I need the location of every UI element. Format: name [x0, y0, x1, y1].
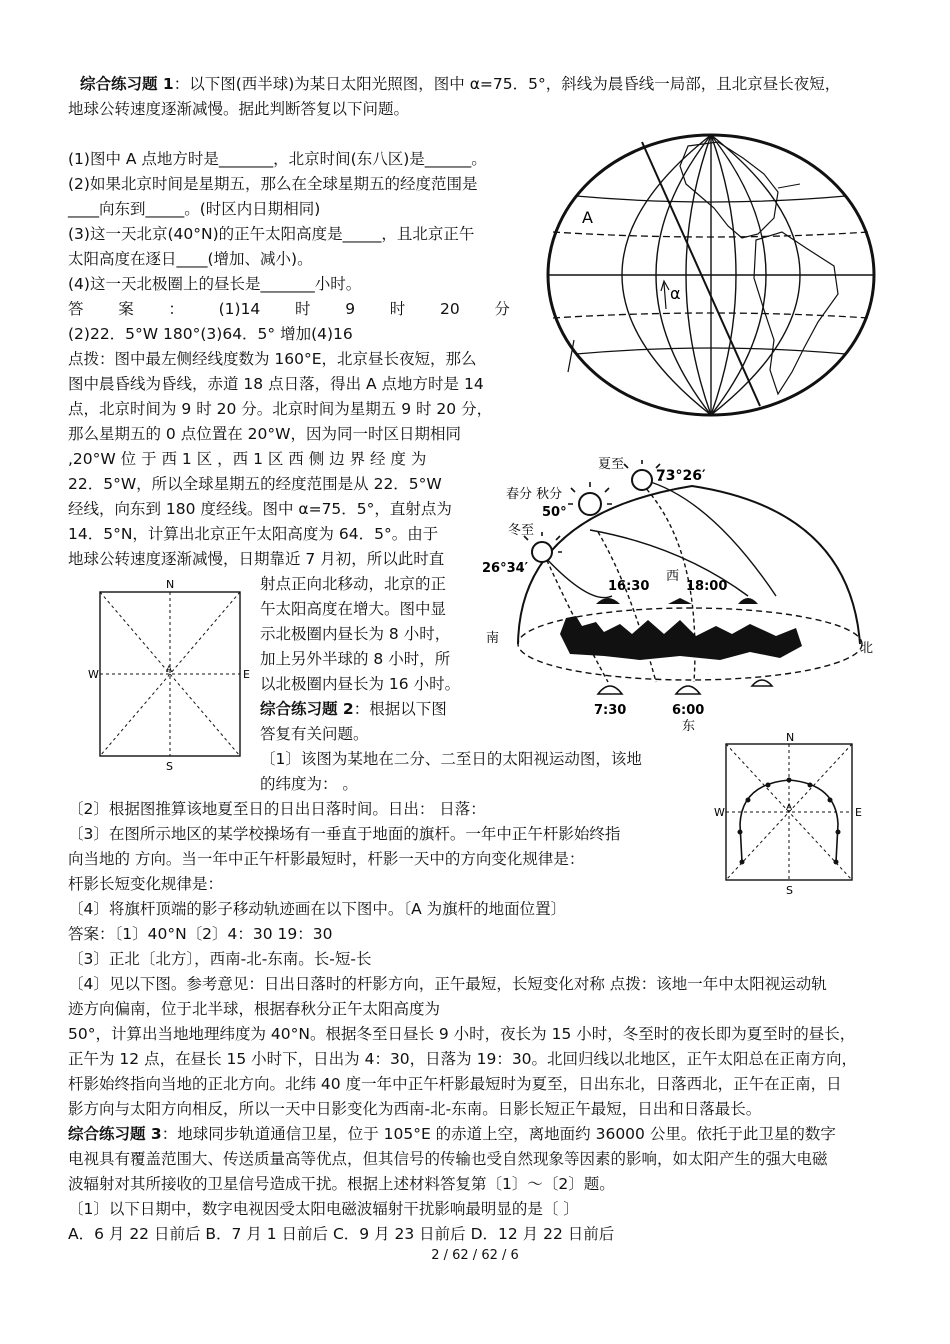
label-summer: 夏至 [598, 457, 625, 472]
compass-e: E [243, 668, 250, 681]
compass-w: W [88, 668, 99, 681]
ex1-tip-cont: 午太阳高度在增大。图中显 [260, 600, 447, 618]
ex1-answer-line2: (2)22．5°W 180°(3)64．5° 增加(4)16 [68, 325, 353, 343]
ex1-q3b: 太阳高度在逐日____(增加、减小)。 [68, 250, 313, 268]
compass-w: W [714, 806, 725, 819]
ex2-q4: 〔4〕将旗杆顶端的影子移动轨迹画在以下图中。〔A 为旗杆的地面位置〕 [68, 900, 567, 918]
ex1-q1: (1)图中 A 点地方时是_______，北京时间(东八区)是______。 [68, 150, 487, 168]
ex3-options: A．6 月 22 日前后 B．7 月 1 日前后 C．9 月 23 日前后 D．12 月 22 日前后 [68, 1225, 615, 1243]
ex1-tip-line: 点拨：图中最左侧经线度数为 160°E，北京昼长夜短，那么 [68, 350, 477, 368]
label-0730: 7:30 [594, 703, 627, 718]
point-a-label: A [582, 208, 593, 227]
ex1-tip-line: 经线，向东到 180 度经线。图中 α=75．5°，直射点为 [68, 500, 452, 518]
ex2-intro-line1: 综合练习题 2：根据以下图 [260, 700, 447, 718]
label-east: 东 [682, 719, 696, 734]
ex2-exp3: 杆影始终指向当地的正北方向。北纬 40 度一年中正午杆影最短时为夏至，日出东北，日落西北，正午在正南，日 [68, 1075, 842, 1093]
compass-a: A [166, 665, 173, 675]
page-footer: 2 / 62 / 62 / 6 [431, 1248, 519, 1263]
ex1-tip-line: 那么星期五的 0 点位置在 20°W，因为同一时区日期相同 [68, 425, 461, 443]
label-summer-angle: 73°26′ [656, 468, 706, 484]
ex3-intro-line3: 波辐射对其所接收的卫星信号造成干扰。根据上述材料答复第〔1〕～〔2〕题。 [68, 1175, 615, 1193]
sun-summer-icon [632, 470, 652, 490]
compass-s: S [166, 760, 173, 773]
ex1-intro-line1: 综合练习题 1：以下图(西半球)为某日太阳光照图，图中 α=75．5°，斜线为晨昏线一局部，且北京昼长夜短， [80, 75, 841, 93]
dial-icon [668, 598, 692, 604]
ex1-tip-cont: 以北极圈内昼长为 16 小时。 [260, 675, 461, 693]
label-winter-angle: 26°34′ [482, 561, 529, 576]
label-south: 南 [486, 631, 500, 646]
globe-figure [538, 126, 884, 422]
ex2-exp2: 正午为 12 点，在昼长 15 小时下，日出为 4：30，日落为 19：30。北回归线以北地区，正午太阳总在正南方向， [68, 1050, 858, 1068]
ex2-ans4a: 〔4〕见以下图。参考意见：日出日落时的杆影方向，正午最短，长短变化对称 点拨：该地一年中太阳视运动轨 [68, 975, 827, 993]
ex1-q2b: ____向东到_____。(时区内日期相同) [68, 200, 321, 218]
town-silhouette [560, 616, 802, 660]
ex2-q2: 〔2〕根据图推算该地夏至日的日出日落时间。日出： 日落： [68, 800, 486, 818]
ex1-tip-line: ,20°W 位 于 西 1 区 ，西 1 区 西 侧 边 界 经 度 为 [68, 450, 427, 468]
ex2-q3b: 向当地的 方向。当一年中正午杆影最短时，杆影一天中的方向变化规律是： [68, 850, 585, 868]
compass-s: S [786, 884, 793, 897]
ex1-q3a: (3)这一天北京(40°N)的正午太阳高度是_____，且北京正午 [68, 225, 475, 243]
label-equinox: 春分 秋分 [506, 487, 563, 502]
ex1-tip-line: 14．5°N，计算出北京正午太阳高度为 64．5°。由于 [68, 525, 439, 543]
ex1-tip-line: 地球公转速度逐渐减慢，日期靠近 7 月初，所以此时直 [68, 550, 445, 568]
ex1-q4: (4)这一天北极圈上的昼长是_______小时。 [68, 275, 362, 293]
ex1-title: 综合练习题 1 [80, 75, 174, 93]
ex2-intro-line2: 答复有关问题。 [260, 725, 369, 743]
sun-path-line [598, 532, 656, 682]
dial-icon [738, 598, 758, 604]
compass-box-empty [86, 574, 256, 774]
ex2-ans1: 答案：〔1〕40°N〔2〕4：30 19：30 [68, 925, 333, 943]
ex1-tip-cont: 示北极圈内昼长为 8 小时， [260, 625, 451, 643]
dial-icon [752, 680, 772, 686]
ex1-tip-cont: 射点正向北移动，北京的正 [260, 575, 447, 593]
ex1-answer-line1: 答 案 ： (1)14 时 9 时 20 分 [68, 300, 510, 318]
dial-icon [676, 686, 700, 694]
ex2-q1a: 〔1〕该图为某地在二分、二至日的太阳视运动图，该地 [260, 750, 642, 768]
ex1-tip-cont: 加上另外半球的 8 小时，所 [260, 650, 451, 668]
ex1-intro-line2: 地球公转速度逐渐减慢。据此判断答复以下问题。 [68, 100, 410, 118]
label-1630: 16:30 [608, 579, 650, 594]
dial-icon [596, 598, 620, 604]
ex2-q3c: 杆影长短变化规律是： [68, 875, 224, 893]
ex1-q2a: (2)如果北京时间是星期五，那么在全球星期五的经度范围是 [68, 175, 478, 193]
compass-a: A [786, 803, 793, 813]
alpha-label: α [670, 284, 681, 303]
ex2-ans4b: 迹方向偏南，位于北半球，根据春秋分正午太阳高度为 [68, 1000, 441, 1018]
ex3-q1: 〔1〕以下日期中，数字电视因受太阳电磁波辐射干扰影响最明显的是〔 〕 [68, 1200, 579, 1218]
label-equinox-angle: 50° [542, 505, 567, 520]
compass-box-answer [712, 732, 882, 898]
ex3-title: 综合练习题 3 [68, 1125, 162, 1143]
dial-icon [598, 686, 622, 694]
ex2-exp4: 影方向与太阳方向相反，所以一天中日影变化为西南-北-东南。日影长短正午最短，日出和日落最长。 [68, 1100, 762, 1118]
label-west: 西 [666, 569, 680, 584]
ex1-tip-line: 22．5°W，所以全球星期五的经度范围是从 22．5°W [68, 475, 442, 493]
compass-n: N [166, 578, 175, 591]
ex2-ans3: 〔3〕正北〔北方〕，西南-北-东南。长-短-长 [68, 950, 372, 968]
sun-path-diagram [480, 446, 880, 736]
compass-e: E [855, 806, 862, 819]
compass-n: N [786, 732, 795, 744]
label-north: 北 [860, 641, 874, 656]
alpha-arrow [664, 283, 666, 309]
sun-path-arc [542, 554, 612, 598]
ex2-title: 综合练习题 2 [260, 700, 354, 718]
sun-equinox-icon [579, 493, 601, 515]
label-winter: 冬至 [508, 523, 535, 538]
ex2-q3a: 〔3〕在图所示地区的某学校操场有一垂直于地面的旗杆。一年中正午杆影始终指 [68, 825, 621, 843]
label-1800: 18:00 [686, 579, 728, 594]
ex2-q1b: 的纬度为： 。 [260, 775, 358, 793]
ex3-intro-line2: 电视具有覆盖范围大、传送质量高等优点，但其信号的传输也受自然现象等因素的影响，如太阳产生的强大电磁 [68, 1150, 828, 1168]
ex2-exp1: 50°，计算出当地地理纬度为 40°N。根据冬至日昼长 9 小时，夜长为 15 小时，冬至时的夜长即为夏至时的昼长， [68, 1025, 856, 1043]
ex1-tip-line: 图中晨昏线为昏线，赤道 18 点日落，得出 A 点地方时是 14 [68, 375, 484, 393]
label-0600: 6:00 [672, 703, 705, 718]
ex1-tip-line: 点，北京时间为 9 时 20 分。北京时间为星期五 9 时 20 分， [68, 400, 493, 418]
ex3-intro-line1: 综合练习题 3：地球同步轨道通信卫星，位于 105°E 的赤道上空，离地面约 36000 公里。依托于此卫星的数字 [68, 1125, 836, 1143]
island-outline [778, 184, 800, 188]
sun-winter-icon [532, 542, 552, 562]
